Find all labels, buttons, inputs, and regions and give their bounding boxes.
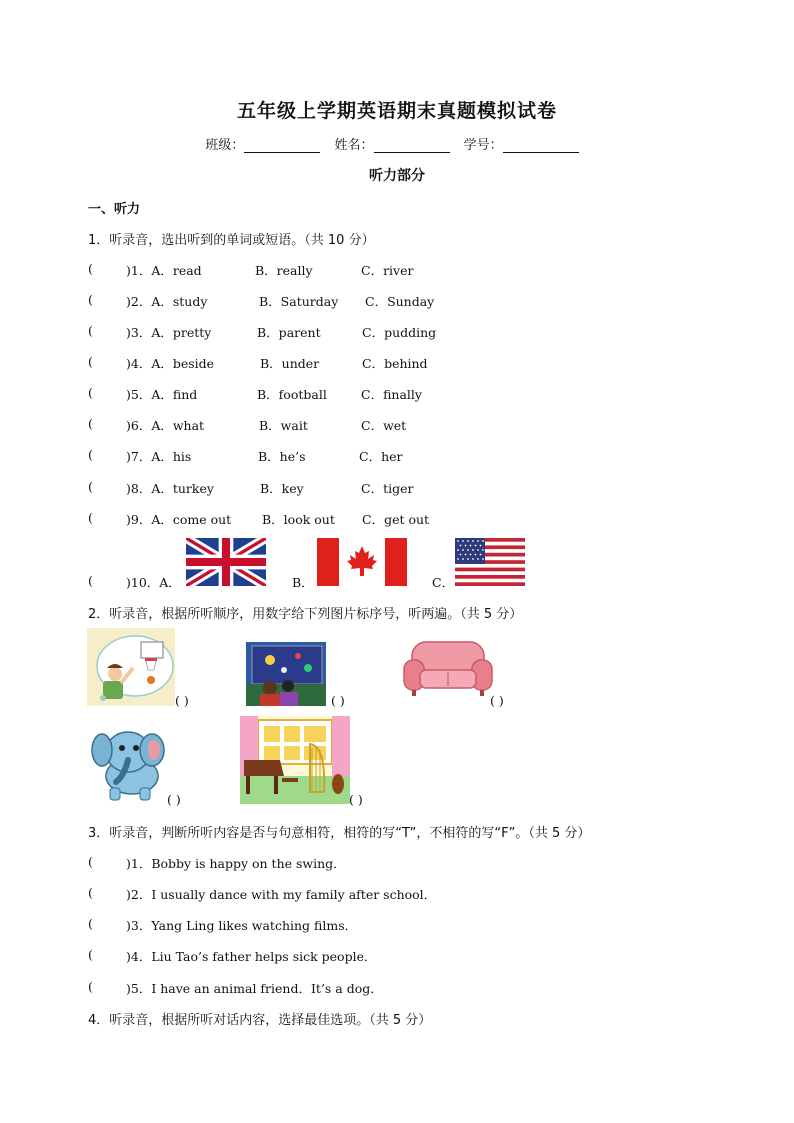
student-info-line [0, 134, 794, 153]
q2-instruction: 2．听录音，根据所听顺序，用数字给下列图片标序号，听两遍。（共 5 分） [88, 607, 523, 622]
film-picture[interactable] [246, 642, 326, 706]
q1-item-5-a: )5．A．find [126, 387, 198, 402]
class-blank[interactable] [244, 140, 320, 153]
q3-item-4: )4．Liu Tao’s father helps sick people． [126, 949, 377, 964]
q1-item-6-b: B．wait [259, 418, 308, 433]
answer-bracket[interactable]: ( ) [167, 792, 181, 807]
sofa-picture[interactable] [402, 636, 494, 700]
q1-item-4-a: )4．A．beside [126, 356, 215, 371]
q1-instruction: 1．听录音，选出听到的单词或短语。（共 10 分） [88, 233, 375, 248]
q3-item-2: )2．I usually dance with my family after school． [126, 887, 437, 902]
paren-open: ( [88, 916, 93, 931]
q1-item-10-b: B． [292, 575, 314, 590]
paren-open: ( [88, 323, 93, 338]
q1-item-2-b: B．Saturday [259, 294, 339, 309]
answer-bracket[interactable]: ( ) [175, 693, 189, 708]
id-label: 学号： [463, 138, 503, 153]
q1-item-3-b: B．parent [257, 325, 321, 340]
q3-item-3: )3．Yang Ling likes watching films． [126, 918, 358, 933]
q1-item-1-b: B．really [255, 263, 313, 278]
q1-item-6-a: )6．A．what [126, 418, 205, 433]
q1-item-2-a: )2．A．study [126, 294, 208, 309]
paren-open: ( [88, 354, 93, 369]
q1-item-1-c: C．river [361, 263, 414, 278]
paren-open: ( [88, 261, 93, 276]
section-heading: 一、听力 [88, 202, 141, 217]
q1-item-3-c: C．pudding [362, 325, 437, 340]
q1-item-5-c: C．finally [361, 387, 422, 402]
q1-item-9-c: C．get out [362, 512, 430, 527]
q3-instruction: 3．听录音，判断所听内容是否与句意相符，相符的写“T”，不相符的写“F”。（共 5 分） [88, 826, 591, 841]
paren-open: ( [88, 385, 93, 400]
page-title: 五年级上学期英语期末真题模拟试卷 [236, 100, 557, 122]
q1-item-5-b: B．football [257, 387, 327, 402]
q1-item-2-c: C．Sunday [365, 294, 435, 309]
paren-open: ( [88, 979, 93, 994]
answer-bracket[interactable]: ( ) [349, 792, 363, 807]
answer-bracket[interactable]: ( ) [490, 693, 504, 708]
paren-open: ( [88, 510, 93, 525]
class-label: 班级： [205, 138, 245, 153]
q1-item-8-b: B．key [260, 481, 304, 496]
uk-flag-icon[interactable] [186, 538, 266, 586]
q4-instruction: 4．听录音，根据所听对话内容，选择最佳选项。（共 5 分） [88, 1013, 432, 1028]
q1-item-3-a: )3．A．pretty [126, 325, 212, 340]
name-blank[interactable] [374, 140, 450, 153]
paren-open: ( [88, 947, 93, 962]
q1-item-9-b: B．look out [262, 512, 335, 527]
answer-bracket[interactable]: ( ) [331, 693, 345, 708]
paren-open: ( [88, 447, 93, 462]
q1-item-10 [88, 573, 93, 588]
paren-open: ( [88, 854, 93, 869]
usa-flag-icon[interactable] [455, 538, 525, 586]
q1-item-9-a: )9．A．come out [126, 512, 232, 527]
paren-open: ( [88, 885, 93, 900]
name-label: 姓名： [334, 138, 374, 153]
q1-item-8-c: C．tiger [361, 481, 414, 496]
q3-item-5: )5．I have an animal friend．It’s a dog． [126, 981, 383, 996]
id-blank[interactable] [503, 140, 579, 153]
q1-item-4-b: B．under [260, 356, 320, 371]
q1-item-7-c: C．her [359, 449, 403, 464]
paren-open: ( [88, 292, 93, 307]
q1-item-7-b: B．he’s [258, 449, 306, 464]
music-room-picture[interactable] [240, 716, 350, 804]
q1-item-8-a: )8．A．turkey [126, 481, 214, 496]
q1-item-1-a: )1．A．read [126, 263, 202, 278]
basketball-picture[interactable] [87, 628, 175, 706]
part-subtitle: 听力部分 [369, 168, 425, 184]
q1-item-10-a: )10．A． [126, 575, 181, 590]
paren-open: ( [88, 479, 93, 494]
q1-item-6-c: C．wet [361, 418, 407, 433]
elephant-picture[interactable] [88, 724, 170, 802]
paren-open: ( [88, 573, 93, 588]
q1-item-4-c: C．behind [362, 356, 428, 371]
canada-flag-icon[interactable] [317, 538, 407, 586]
paren-open: ( [88, 416, 93, 431]
q3-item-1: )1．Bobby is happy on the swing． [126, 856, 346, 871]
q1-item-10-c: C． [432, 575, 455, 590]
q1-item-7-a: )7．A．his [126, 449, 192, 464]
